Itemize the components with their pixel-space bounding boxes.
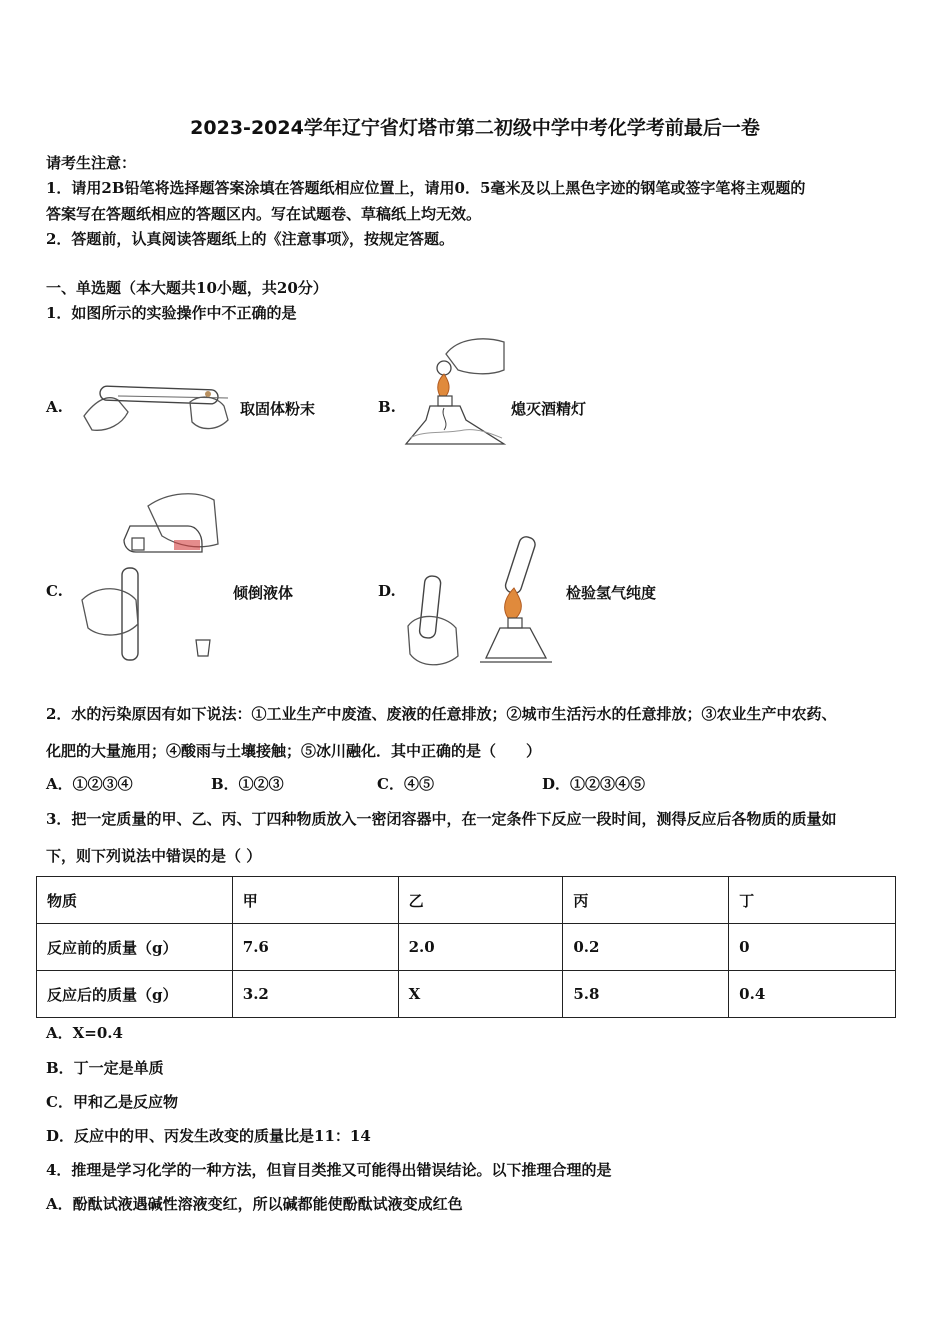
table-row (37, 924, 896, 971)
table-cell: 7.6 (232, 924, 398, 971)
table-cell: 0.2 (563, 924, 729, 971)
table-cell: 3.2 (232, 971, 398, 1018)
notice-line-1b: 答案写在答题纸相应的答题区内。写在试题卷、草稿纸上均无效。 (46, 205, 482, 223)
q2-option-c: C．④⑤ (377, 775, 434, 793)
q3-option-b: B．丁一定是单质 (46, 1059, 164, 1077)
q3-option-d: D．反应中的甲、丙发生改变的质量比是11：14 (46, 1127, 371, 1145)
table-cell: 5.8 (563, 971, 729, 1018)
q2-option-a: A．①②③④ (46, 775, 133, 793)
q3-option-a: A．X=0.4 (46, 1024, 123, 1042)
table-cell: 2.0 (398, 924, 563, 971)
q1-option-a-text: 取固体粉末 (240, 400, 316, 418)
q4-stem: 4．推理是学习化学的一种方法，但盲目类推又可能得出错误结论。以下推理合理的是 (46, 1161, 612, 1179)
q2-option-d: D．①②③④⑤ (542, 775, 646, 793)
q3-option-c: C．甲和乙是反应物 (46, 1093, 178, 1111)
q1-option-c-letter: C. (46, 582, 63, 600)
table-header-cell: 丙 (563, 877, 729, 924)
notice-heading: 请考生注意： (46, 154, 137, 172)
q1-option-c-text: 倾倒液体 (233, 584, 294, 602)
q4-option-a: A．酚酞试液遇碱性溶液变红，所以碱都能使酚酞试液变成红色 (46, 1195, 463, 1213)
table-header-row (37, 877, 896, 924)
q1-option-a-letter: A. (46, 398, 63, 416)
table-cell: 反应前的质量（g） (37, 924, 233, 971)
q1-option-b-text: 熄灭酒精灯 (511, 400, 587, 418)
table-header-cell: 物质 (37, 877, 233, 924)
table-cell: 反应后的质量（g） (37, 971, 233, 1018)
page-title: 2023-2024学年辽宁省灯塔市第二初级中学中考化学考前最后一卷 (190, 117, 760, 139)
hydrogen-purity-test-illustration (404, 532, 554, 670)
q2-stem-line-1: 2．水的污染原因有如下说法：①工业生产中废渣、废液的任意排放；②城市生活污水的任意排放；③农业生产中农药、 (46, 705, 837, 723)
q3-stem-line-2: 下，则下列说法中错误的是（ ） (46, 847, 262, 865)
q1-option-d-letter: D. (378, 582, 396, 600)
table-row (37, 971, 896, 1018)
table-header-cell: 丁 (729, 877, 896, 924)
q1-stem: 1．如图所示的实验操作中不正确的是 (46, 304, 297, 322)
q3-stem-line-1: 3．把一定质量的甲、乙、丙、丁四种物质放入一密闭容器中，在一定条件下反应一段时间，测得反应后各物质的质量如 (46, 810, 837, 828)
table-header-cell: 乙 (398, 877, 563, 924)
q1-option-b-letter: B. (378, 398, 396, 416)
q1-option-d-text: 检验氢气纯度 (566, 584, 657, 602)
notice-line-1: 1．请用2B铅笔将选择题答案涂填在答题纸相应位置上，请用0．5毫米及以上黑色字迹的钢笔或签字笔将主观题的 (46, 179, 806, 197)
alcohol-lamp-extinguish-illustration (404, 334, 514, 459)
table-cell: 0 (729, 924, 896, 971)
table-cell: X (398, 971, 563, 1018)
test-tube-powder-illustration (78, 372, 233, 442)
q2-stem-line-2: 化肥的大量施用；④酸雨与土壤接触；⑤冰川融化．其中正确的是（ ） (46, 742, 542, 760)
table-cell: 0.4 (729, 971, 896, 1018)
notice-line-2: 2．答题前，认真阅读答题纸上的《注意事项》，按规定答题。 (46, 230, 454, 248)
table-header-cell: 甲 (232, 877, 398, 924)
mass-table (36, 876, 896, 1018)
pour-liquid-illustration (78, 488, 223, 663)
q2-option-b: B．①②③ (211, 775, 284, 793)
section-heading: 一、单选题（本大题共10小题，共20分） (46, 279, 328, 297)
